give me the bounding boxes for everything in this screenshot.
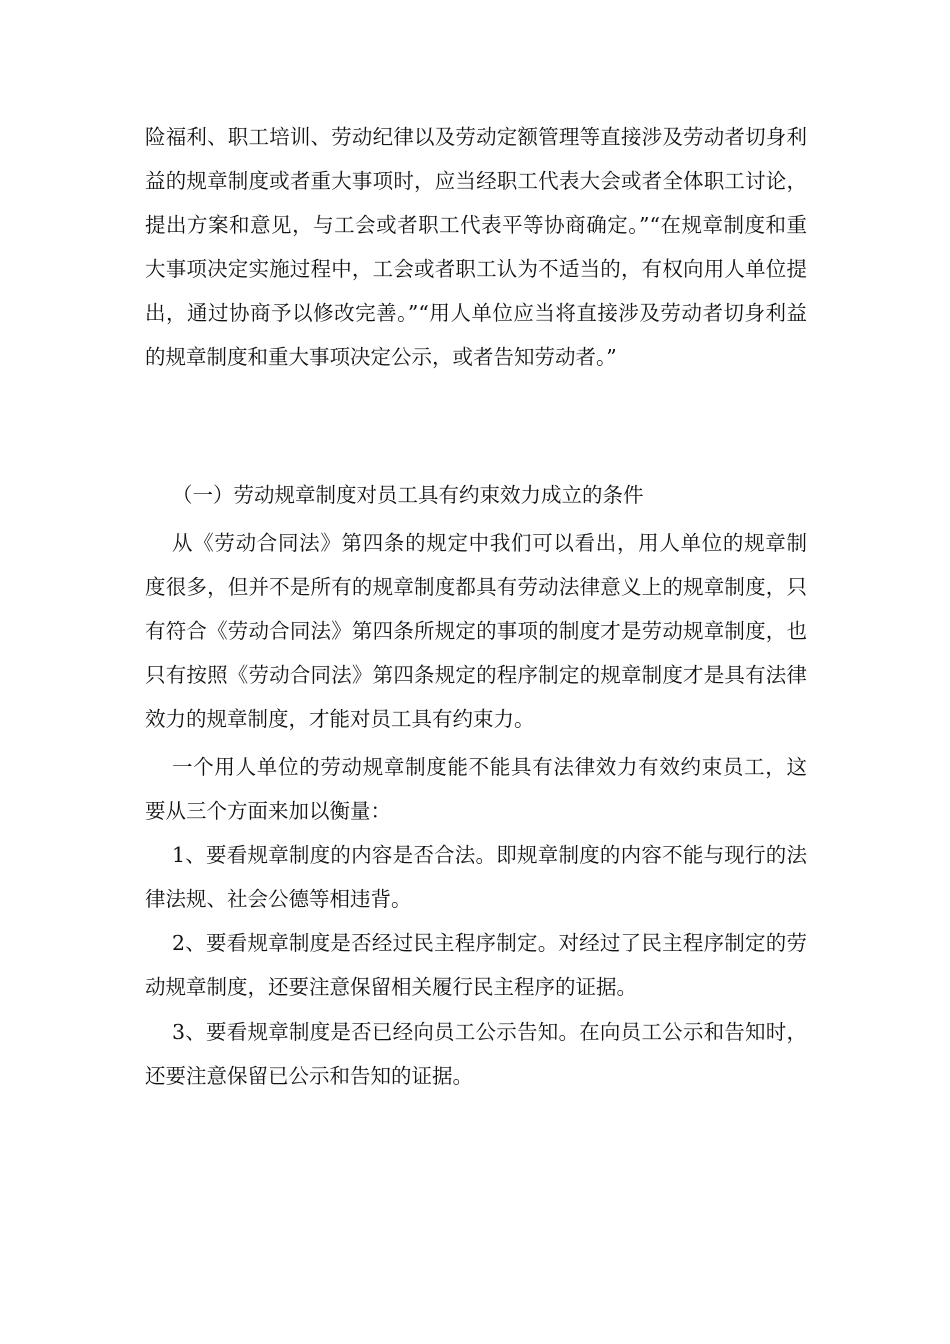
section-heading: （一）劳动规章制度对员工具有约束效力成立的条件 xyxy=(172,483,644,507)
body-paragraph-2: 一个用人单位的劳动规章制度能不能具有法律效力有效约束员工，这要从三个方面来加以衡量： xyxy=(145,755,807,823)
body-paragraph-1: 从《劳动合同法》第四条的规定中我们可以看出，用人单位的规章制度很多，但并不是所有的规章制度都具有劳动法律意义上的规章制度，只有符合《劳动合同法》第四条所规定的事项的制度才是劳动规章制度，也只有按照《劳动合同法》第四条规定的程序制定的规章制度才是具有法律效力的规章制度，才能对员工具有约束力。 xyxy=(145,531,807,731)
continuation-paragraph: 险福利、职工培训、劳动纪律以及劳动定额管理等直接涉及劳动者切身利益的规章制度或者重大事项时，应当经职工代表大会或者全体职工讨论，提出方案和意见，与工会或者职工代表平等协商确定。”“在规章制度和重大事项决定实施过程中，工会或者职工认为不适当的，有权向用人单位提出，通过协商予以修改完善。”“用人单位应当将直接涉及劳动者切身利益的规章制度和重大事项决定公示，或者告知劳动者。” xyxy=(145,125,807,369)
list-item-3: 3、要看规章制度是否已经向员工公示告知。在向员工公示和告知时，还要注意保留已公示和告知的证据。 xyxy=(145,1020,807,1088)
list-item-2: 2、要看规章制度是否经过民主程序制定。对经过了民主程序制定的劳动规章制度，还要注意保留相关履行民主程序的证据。 xyxy=(145,931,807,999)
list-item-1: 1、要看规章制度的内容是否合法。即规章制度的内容不能与现行的法律法规、社会公德等相违背。 xyxy=(145,843,807,911)
